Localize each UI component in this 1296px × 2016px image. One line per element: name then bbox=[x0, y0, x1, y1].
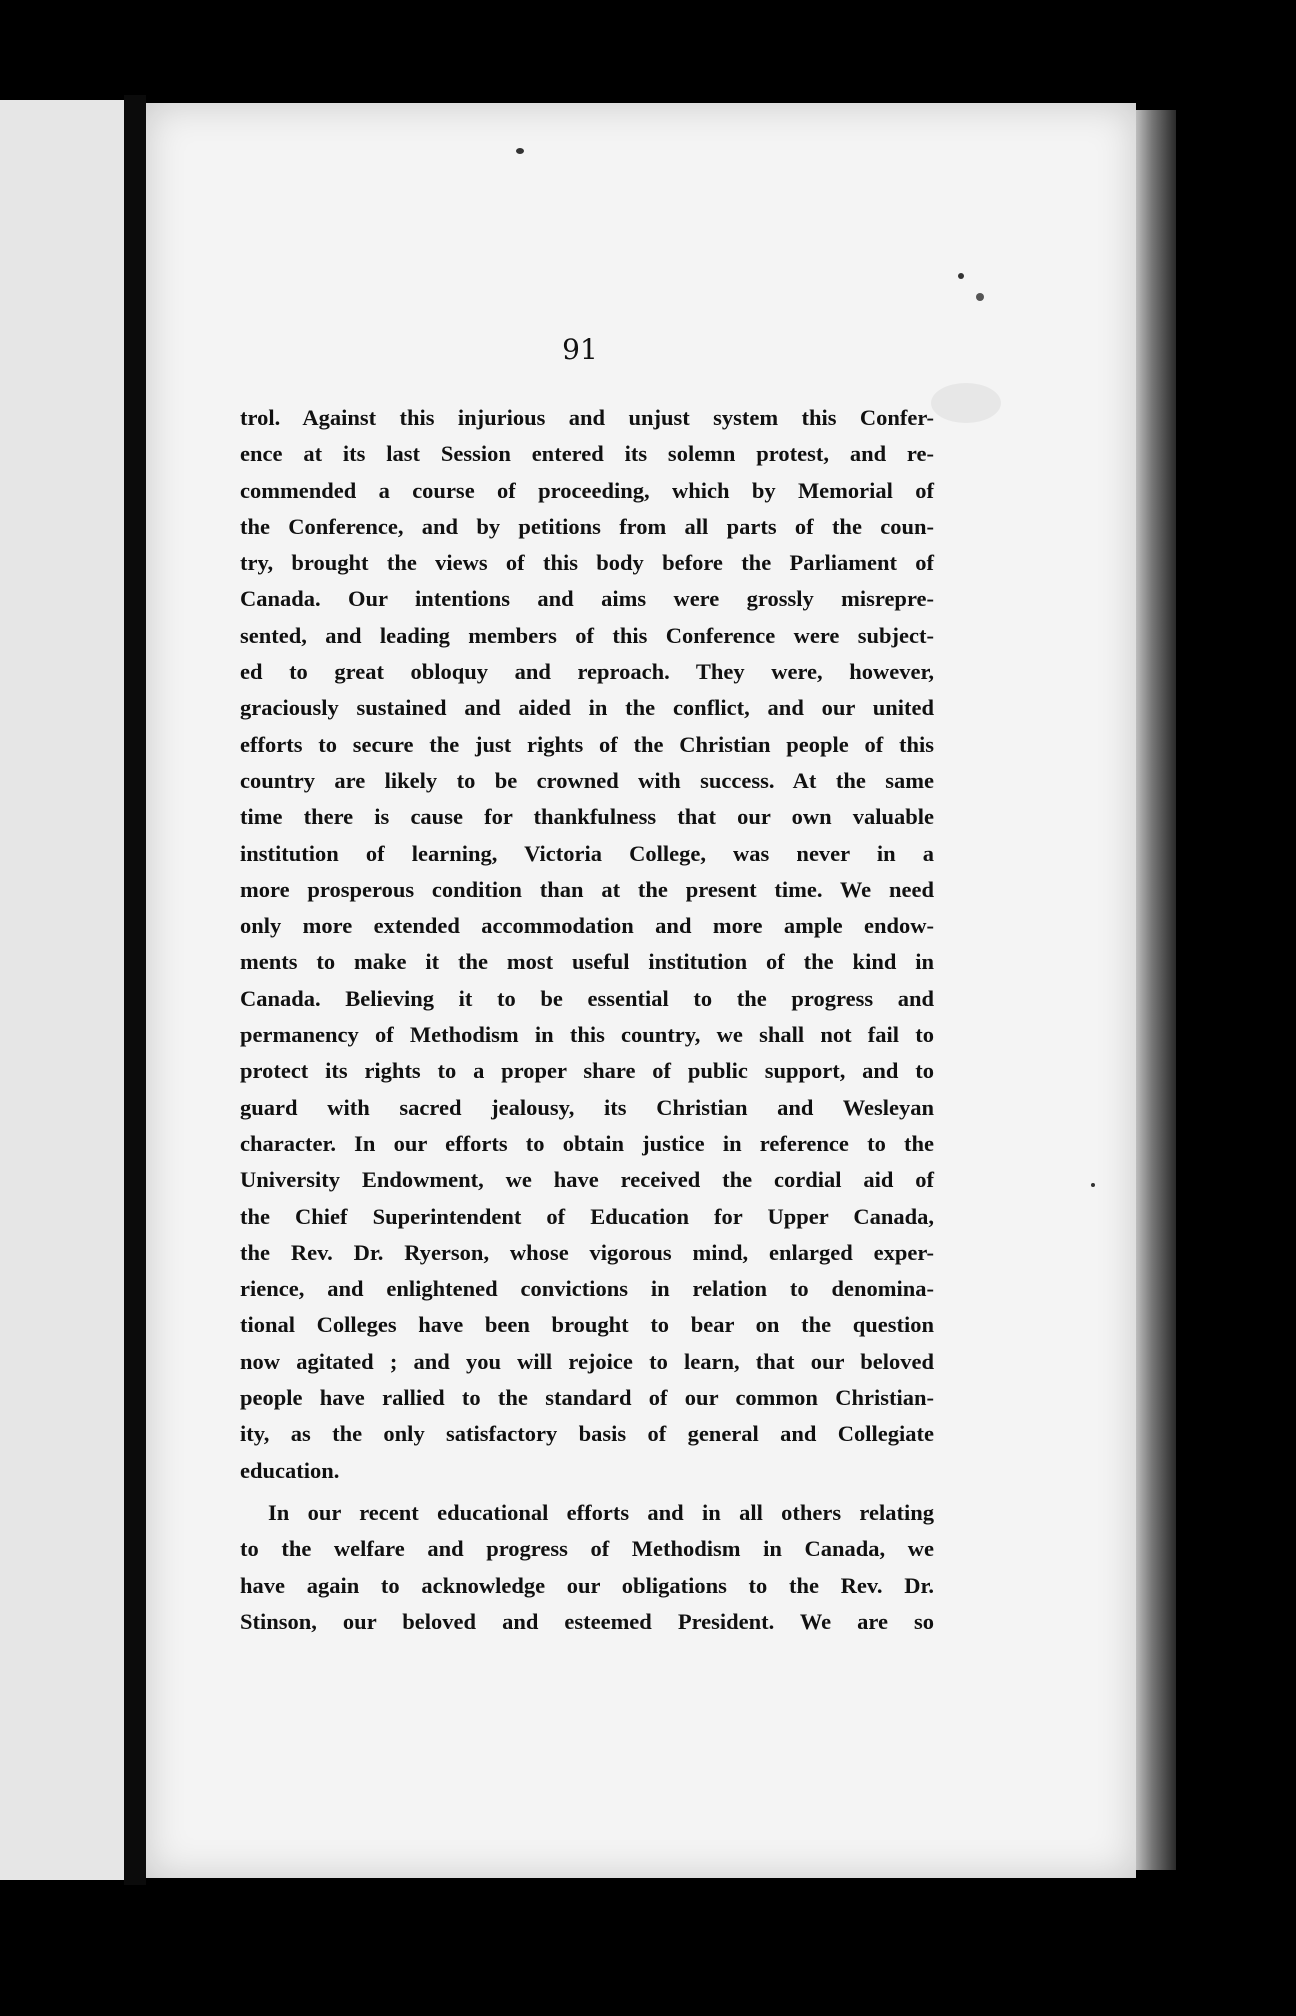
text-line: the Rev. Dr. Ryerson, whose vigorous mind, enlarged exper- bbox=[240, 1239, 934, 1265]
text-line: trol. Against this injurious and unjust system this Confer- bbox=[240, 405, 934, 430]
text-line: sented, and leading members of this Conference were subject- bbox=[240, 622, 934, 648]
text-line: Canada. Believing it to be essential to the progress and bbox=[240, 985, 934, 1011]
text-line: efforts to secure the just rights of the Christian people of this bbox=[240, 731, 934, 757]
text-line: rience, and enlightened convictions in relation to denomina- bbox=[240, 1276, 934, 1302]
text-line: tional Colleges have been brought to bear on the question bbox=[240, 1312, 934, 1338]
ink-smudge bbox=[931, 383, 1001, 423]
text-line: only more extended accommodation and more ample endow- bbox=[240, 913, 934, 939]
text-line: the Chief Superintendent of Education for Upper Canada, bbox=[240, 1203, 934, 1229]
text-line: ments to make it the most useful institution of the kind in bbox=[240, 949, 934, 975]
page-fore-edge bbox=[1136, 110, 1176, 1870]
text-line: commended a course of proceeding, which by Memorial of bbox=[240, 477, 934, 503]
text-line: University Endowment, we have received the cordial aid of bbox=[240, 1167, 934, 1193]
text-line: more prosperous condition than at the present time. We need bbox=[240, 876, 934, 902]
text-line: character. In our efforts to obtain justice in reference to the bbox=[240, 1130, 934, 1156]
text-line: ed to great obloquy and reproach. They were, however, bbox=[240, 659, 934, 685]
text-line: the Conference, and by petitions from all parts of the coun- bbox=[240, 513, 934, 539]
text-line: graciously sustained and aided in the conflict, and our united bbox=[240, 695, 934, 721]
page-number: 91 bbox=[562, 333, 598, 366]
text-line: people have rallied to the standard of our common Christian- bbox=[240, 1385, 934, 1411]
text-line: protect its rights to a proper share of public support, and to bbox=[240, 1058, 934, 1084]
text-line: try, brought the views of this body before the Parliament of bbox=[240, 550, 934, 576]
facing-page-edge bbox=[0, 100, 128, 1880]
text-line: now agitated ; and you will rejoice to learn, that our beloved bbox=[240, 1348, 934, 1374]
body-text bbox=[240, 400, 934, 1640]
text-line: time there is cause for thankfulness that our own valuable bbox=[240, 804, 934, 830]
paragraph-2 bbox=[240, 1495, 934, 1640]
text-line: permanency of Methodism in this country, we shall not fail to bbox=[240, 1022, 934, 1048]
text-line: to the welfare and progress of Methodism in Canada, we bbox=[240, 1536, 934, 1562]
text-line: education. bbox=[240, 1457, 340, 1483]
book-gutter bbox=[124, 95, 146, 1885]
ink-speck bbox=[976, 293, 984, 301]
ink-speck bbox=[1091, 1183, 1095, 1187]
text-line: In our recent educational efforts and in all others relating bbox=[268, 1499, 934, 1525]
text-line: ity, as the only satisfactory basis of general and Collegiate bbox=[240, 1421, 934, 1447]
text-line: ence at its last Session entered its solemn protest, and re- bbox=[240, 441, 934, 467]
text-line: Stinson, our beloved and esteemed President. We are so bbox=[240, 1608, 934, 1634]
paragraph-1 bbox=[240, 400, 934, 1489]
ink-speck bbox=[958, 273, 964, 279]
text-line: Canada. Our intentions and aims were grossly misrepre- bbox=[240, 586, 934, 612]
ink-speck bbox=[516, 148, 524, 154]
text-line: have again to acknowledge our obligations to the Rev. Dr. bbox=[240, 1572, 934, 1598]
text-line: institution of learning, Victoria College, was never in a bbox=[240, 840, 934, 866]
text-line: guard with sacred jealousy, its Christian and Wesleyan bbox=[240, 1094, 934, 1120]
text-line: country are likely to be crowned with success. At the same bbox=[240, 767, 934, 793]
